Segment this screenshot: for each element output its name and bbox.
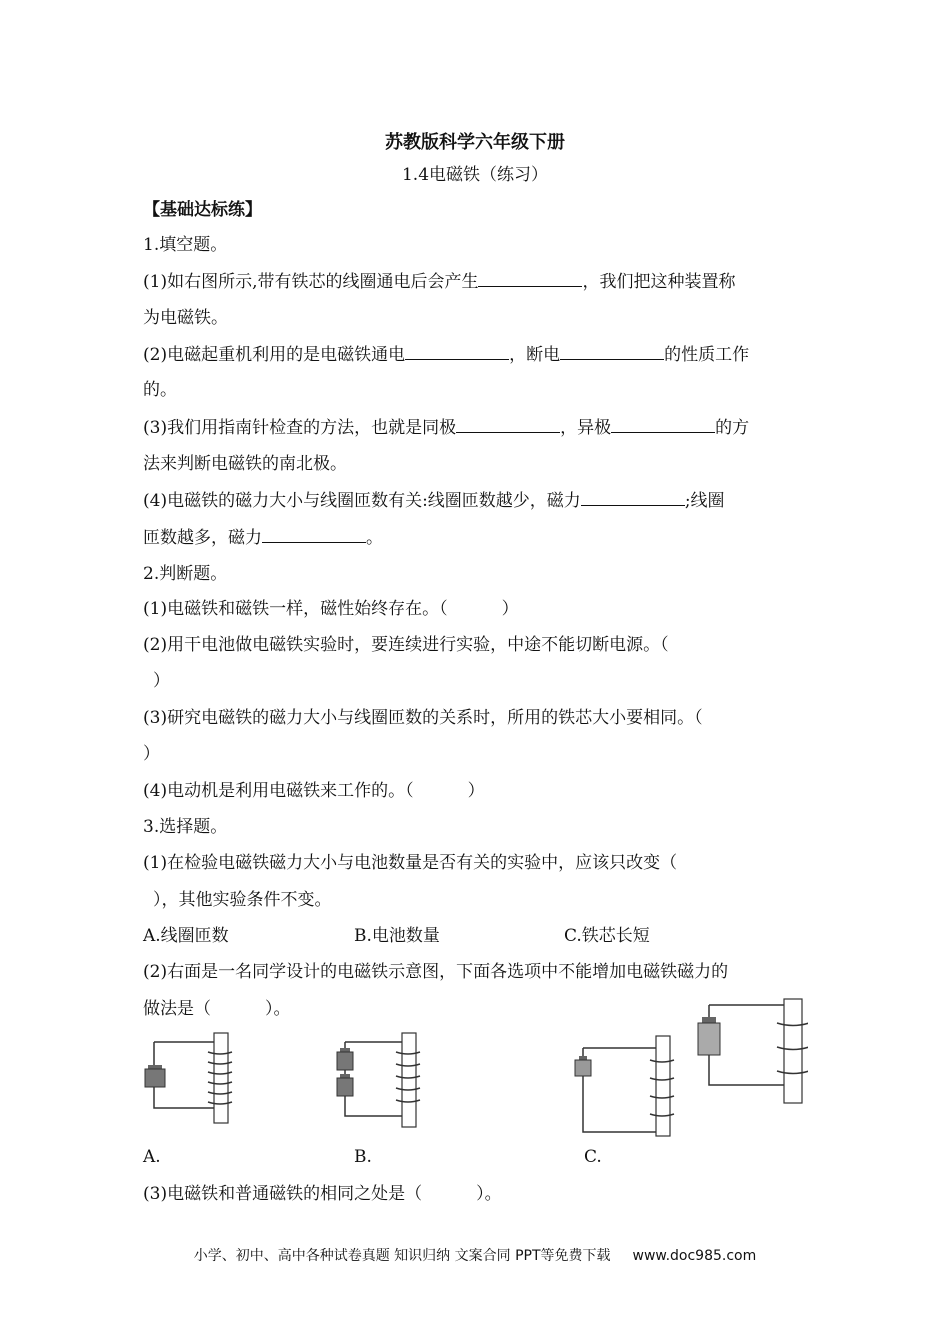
q2-item-3: (3)研究电磁铁的磁力大小与线圈匝数的关系时，所用的铁芯大小要相同。（ — [143, 708, 703, 728]
section-heading: 【基础达标练】 — [143, 200, 262, 220]
option-a[interactable]: A.线圈匝数 — [143, 926, 229, 946]
q1-heading: 1.填空题。 — [143, 235, 228, 255]
electromagnet-diagram-c — [572, 1030, 687, 1140]
q1-item-4: (4)电磁铁的磁力大小与线圈匝数有关:线圈匝数越少，磁力 ;线圈 — [143, 491, 725, 511]
q2-item-2: (2)用干电池做电磁铁实验时，要连续进行实验，中途不能切断电源。（ — [143, 635, 669, 655]
q1-item-4-cont: 匝数越多，磁力 。 — [143, 528, 383, 548]
answer-blank[interactable] — [560, 343, 664, 360]
electromagnet-diagram-a — [140, 1030, 250, 1126]
page-title: 苏教版科学六年级下册 — [385, 132, 565, 153]
q2-item-2-close[interactable]: ） — [153, 671, 170, 691]
q1-item-2: (2)电磁起重机利用的是电磁铁通电 ，断电 的性质工作 — [143, 345, 750, 365]
page-subtitle: 1.4电磁铁（练习） — [401, 165, 549, 185]
electromagnet-diagram-reference — [693, 995, 808, 1107]
diagram-label-c[interactable]: C. — [584, 1147, 602, 1167]
answer-blank[interactable] — [456, 416, 560, 433]
answer-blank[interactable] — [478, 270, 582, 287]
electromagnet-diagram-b — [328, 1030, 438, 1130]
option-b[interactable]: B.电池数量 — [354, 926, 440, 946]
q3-item-3: (3)电磁铁和普通磁铁的相同之处是（ ）。 — [143, 1184, 502, 1204]
q1-item-2-cont: 的。 — [143, 380, 177, 400]
q2-heading: 2.判断题。 — [143, 564, 228, 584]
diagram-label-a[interactable]: A. — [143, 1147, 161, 1167]
answer-blank[interactable] — [611, 416, 715, 433]
q1-item-1-cont: 为电磁铁。 — [143, 308, 228, 328]
diagram-label-b[interactable]: B. — [354, 1147, 372, 1167]
q2-item-3-close[interactable]: ） — [143, 744, 160, 764]
q3-item-1-cont: ），其他实验条件不变。 — [153, 890, 332, 910]
footer — [0, 1245, 950, 1265]
footer-url[interactable]: www.doc985.com — [632, 1248, 757, 1264]
q1-item-3-cont: 法来判断电磁铁的南北极。 — [143, 454, 347, 474]
q3-heading: 3.选择题。 — [143, 817, 228, 837]
answer-blank[interactable] — [581, 489, 685, 506]
q2-item-1: (1)电磁铁和磁铁一样，磁性始终存在。（ ） — [143, 599, 519, 619]
q1-item-1: (1)如右图所示,带有铁芯的线圈通电后会产生 ，我们把这种装置称 — [143, 272, 736, 292]
footer-text: 小学、初中、高中各种试卷真题 知识归纳 文案合同 PPT等免费下载 — [193, 1248, 611, 1264]
q3-item-2-cont: 做法是（ ）。 — [143, 999, 291, 1019]
q3-item-1: (1)在检验电磁铁磁力大小与电池数量是否有关的实验中，应该只改变（ — [143, 853, 678, 873]
option-c[interactable]: C.铁芯长短 — [564, 926, 650, 946]
answer-blank[interactable] — [405, 343, 509, 360]
q3-item-2: (2)右面是一名同学设计的电磁铁示意图，下面各选项中不能增加电磁铁磁力的 — [143, 962, 729, 982]
q1-item-3: (3)我们用指南针检查的方法，也就是同极 ，异极 的方 — [143, 418, 750, 438]
answer-blank[interactable] — [262, 526, 366, 543]
q2-item-4: (4)电动机是利用电磁铁来工作的。（ ） — [143, 781, 485, 801]
